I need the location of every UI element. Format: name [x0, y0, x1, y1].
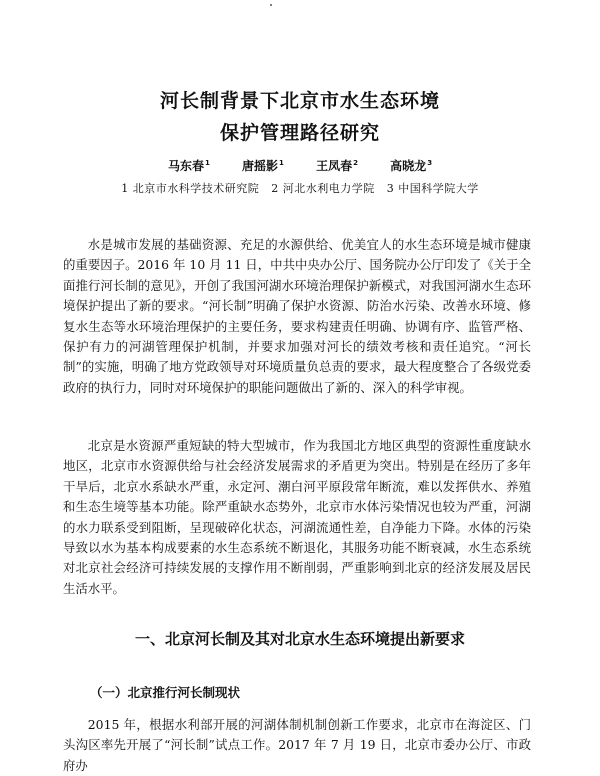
author: [168, 157, 210, 174]
affiliation: 2 河北水利电力学院: [271, 182, 375, 195]
author-affil-mark: 3: [427, 159, 433, 167]
affiliation: 1 北京市水科学技术研究院: [121, 182, 260, 195]
body-paragraph-2: [63, 436, 531, 599]
author: [390, 157, 432, 174]
paragraph-text: 2015 年，根据水利部开展的河湖体制机制创新工作要求，北京市在海淀区、门头沟区率先开展了“河长制”试点工作。2017 年 7 月 19 日，北京市委办公厅、市政府办: [63, 717, 531, 773]
author-affil-mark: 1: [204, 159, 210, 167]
author-list: [0, 157, 600, 174]
author-name: 马东春: [167, 159, 204, 173]
author-affil-mark: 2: [353, 159, 358, 167]
author-affil-mark: 1: [279, 159, 284, 167]
author: [242, 157, 284, 174]
section-heading: 一、北京河长制及其对北京水生态环境提出新要求: [134, 630, 465, 648]
affiliation-list: [0, 180, 600, 196]
author: [316, 157, 358, 174]
paragraph-text: 水是城市发展的基础资源、充足的水源供给、优美宜人的水生态环境是城市健康的重要因子。2016 年 10 月 11 日，中共中央办公厅、国务院办公厅印发了《关于全面推行河长制的意见》，开创了我国河湖水环境治理保护新模式，对我国河湖水生态环境保护提出了新的要求。“河长制”明确了保护水资源、防治水污染、改善水环境、修复水生态等水环境治理保护的主要任务，要求构建责任明确、协调有序、监管严格、保护有力的河湖管理保护机制，并要求加强对河长的绩效考核和责任追究。“河长制”的实施，明确了地方党政领导对环境质量负总责的要求，最大程度整合了各级党委政府的执行力，同时对环境保护的职能问题做出了新的、深入的科学审视。: [63, 237, 531, 395]
scan-speck: [270, 4, 272, 6]
paragraph-text: 北京是水资源严重短缺的特大型城市，作为我国北方地区典型的资源性重度缺水地区，北京市水资源供给与社会经济发展需求的矛盾更为突出。特别是在经历了多年干旱后，北京水系缺水严重，永定河、潮白河平原段常年断流，难以发挥供水、养殖和生态生境等基本功能。除严重缺水态势外，北京市水体污染情况也较为严重，河湖的水力联系受到阻断，呈现破碎化状态，河湖流通性差，自净能力下降。水体的污染导致以水为基本构成要素的水生态系统不断退化，其服务功能不断衰减，水生态系统对北京社会经济可持续发展的支撑作用不断削弱，严重影响到北京的经济发展及居民生活水平。: [63, 438, 531, 596]
body-paragraph-3: [63, 715, 531, 776]
subsection-heading: （一）北京推行河长制现状: [90, 685, 241, 700]
paper-title-line-2: 保护管理路径研究: [219, 122, 380, 144]
paper-title-line-1: 河长制背景下北京市水生态环境: [159, 90, 440, 112]
body-paragraph-1: [63, 235, 531, 398]
author-name: 唐摇影: [242, 159, 279, 173]
affiliation: 3 中国科学院大学: [386, 182, 479, 195]
author-name: 高晓龙: [390, 159, 427, 173]
author-name: 王凤春: [316, 159, 353, 173]
